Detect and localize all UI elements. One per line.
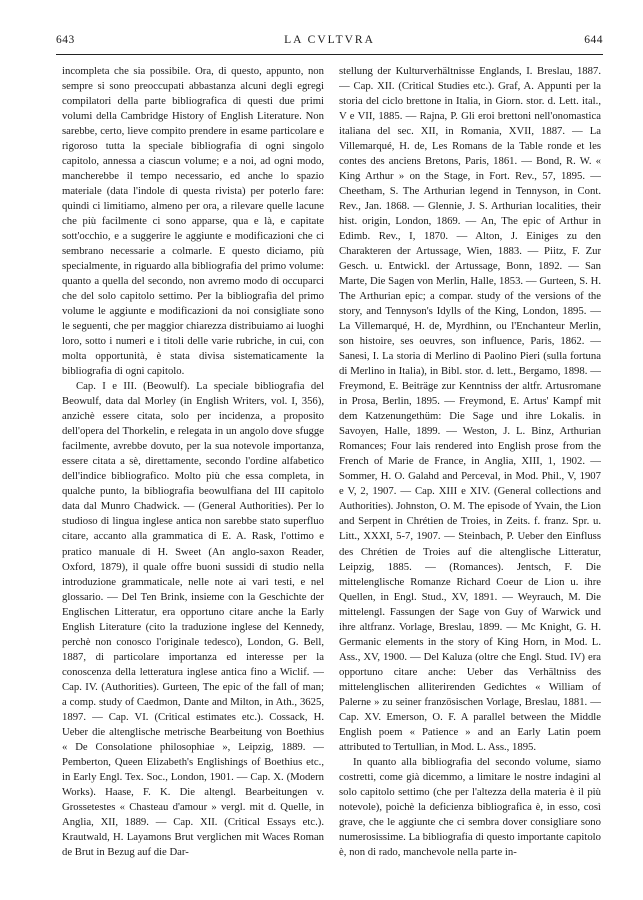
right-paragraph-2: In quanto alla bibliografia del secondo volume, siamo costretti, come già dicemmo, a limitare le nostre indagini al solo capitolo settimo (che per l'altezza della materia è il più notevole), poichè la deficienza bibliografica è, in esso, così grave, che le aggiunte che ci sembra dover consigliare sono numerosissime. La bibliografia di questo importante capitolo è, non di rado, manchevole nella parte in- (339, 755, 601, 858)
header-rule (56, 54, 603, 55)
running-header (56, 34, 603, 50)
page-number-right: 644 (584, 34, 603, 46)
right-paragraph-1: stellung der Kulturverhältnisse Englands, I. Breslau, 1887. — Cap. XII. (Critical Studies etc.). Graf, A. Appunti per la storia del ciclo brettone in Italia, in Giorn. stor. d. Lett. ital., V e VII, 1885. — Rajna, P. Gli eroi brettoni nell'onomastica italiana del sec. XII, in Romania, XVII, 1887. — La Villemarqué, H. de, Les Romans de la Table ronde et les contes des anciens Bretons, Paris, 1861. — Bond, R. W. « King Arthur » on the Stage, in Fort. Rev., 57, 1895. — Cheetham, S. The Arthurian legend in Tennyson, in Cont. Rev., Jan. 1868. — Glennie, J. S. Arthurian localities, their hist. origin, London, 1869. — An, The epic of Arthur in Edimb. Rev., I, 1870. — Alton, J. Einiges zu den Charakteren der Artussage, Wien, 1883. — Piitz, F. Zur Gesch. u. Entwickl. der Artussage, Bonn, 1892. — San Marte, Die Sagen von Merlin, Halle, 1853. — Gurteen, S. H. The Arthurian epic; a compar. study of the versions of the story, and Tennyson's Idylls of the King, London, 1895. — La Villemarqué, H. de, Myrdhinn, ou l'Enchanteur Merlin, son histoire, ses oeuvres, son influence, Paris, 1862. — Sanesi, I. La storia di Merlino di Paolino Pieri (sulla fortuna di Merlino in Italia), in Bibl. stor. d. lett., Bergamo, 1898. — Freymond, E. Beiträge zur Kenntniss der altfr. Artusromane in Prosa, Berlin, 1895. — Freymond, E. Artus' Kampf mit dem Katzenungethüm: Die Sage und ihre Lokalis. in Savoyen, Halle, 1899. — Weston, J. L. Binz, Arthurian Romances; Four lais rendered into English prose from the French of Marie de France, in Anglia, XIII, 1, 1902. — Sommer, H. O. Galahd and Perceval, in Mod. Phil., V, 1907 e V, 2, 1907. — Cap. XIII e XIV. (General collections and Authorities). Johnston, O. M. The episode of Yvain, the Lion and Serpent in Chrétien de Troies, in Zeits. f. franz. Spr. u. Litt., XXXI, 5-7, 1907. — Steinbach, P. Ueber den Einfluss des Chrétien de Troies auf die altenglische Litteratur, Leipzig, 1885. — (Romances). Jentsch, F. Die mittelenglische Romanze Richard Coeur de Lion u. ihre Quellen, in Engl. Stud., XV, 1891. — Weyrauch, M. Die mittelengl. Fassungen der Sage von Guy of Warwick und ihre altfranz. Vorlage, Breslau, 1899. — Mc Knight, G. H. Germanic elements in the story of King Horn, in Mod. L. Ass., XV, 1900. — Del Kaluza (oltre che Engl. Stud. IV) era opportuno citare anche: Ueber das Verhältniss des mittelenglischen alliterirenden Gedichtes « William of Palerne » zu seiner französischen Vorlage, Breslau, 1881. — Cap. XV. Emerson, O. F. A parallel between the Middle English poem « Patience » and an Early Latin poem attributed to Tertullian, in Mod. L. Ass., 1895. (339, 65, 601, 753)
left-paragraph-2: Cap. I e III. (Beowulf). La speciale bibliografia del Beowulf, data dal Morley (in English Writers, vol. I, 356), anzichè essere citata, solo per incidenza, a proposito dell'opera del Thorkelin, e relegata in un angolo dove sfugge facilmente, avrebbe dovuto, per la sua notevole importanza, essere citata a sè, direttamente, secondo l'ordine alfabetico dell'indice bibliografico. Molto più che essa completa, in qualche punto, la bibliografia beowulfiana del III capitolo data dal Munro Chadwick. — (General Authorities). Per lo studioso di lingua inglese antica non sarebbe stato superfluo citare, accanto alla grammatica di E. A. Rask, l'ottimo e pratico manuale di H. Sweet (An anglo-saxon Reader, Oxford, 1879), il quale offre buoni sussidi di studio nella introduzione grammaticale, nelle note ai vari testi, e nel glossario. — Del Ten Brink, insieme con la Geschichte der Englischen Litteratur, era opportuno citare anche la Early English Literature (cito la traduzione inglese del Kennedy, perchè non conosco l'originale tedesco), London, G. Bell, 1887, di particolare importanza ed interesse per la conoscenza della letteratura inglese antica fino a Wiclif. — Cap. IV. (Authorities). Gurteen, The epic of the fall of man; a comp. study of Caedmon, Dante and Milton, in Ath., 3625, 1897. — Cap. VI. (Critical estimates etc.). Cossack, H. Ueber die altenglische metrische Bearbeitung von Boethius « De Consolatione philosophiae », Leipzig, 1889. — Pemberton, Queen Elizabeth's Englishings of Boethius etc., in Early Engl. Tex. Soc., London, 1901. — Cap. X. (Modern Works). Haase, F. K. Die altengl. Bearbeitungen v. Grossetestes « Chasteau d'amour » vergl. mit d. Quelle, in Anglia, XII, 1889. — Cap. XII. (Critical Essays etc.). Krautwald, H. Layamons Brut verglichen mit Waces Roman de Brut in Bezug auf die Dar- (62, 380, 324, 858)
journal-title: LA CVLTVRA (284, 34, 375, 46)
right-column (339, 64, 601, 864)
left-paragraph-1: incompleta che sia possibile. Ora, di questo, appunto, non sempre si sono preoccupati abbastanza alcuni degli egregi compilatori della parte bibliografica di questi due primi volumi della Cambridge History of English Literature. Non sarebbe, certo, lieve compito prendere in esame particolare e rigoroso tutta la speciale bibliografia di ogni singolo capitolo, annessa a ciascun volume; e a noi, ad ogni modo, mancherebbe il tempo necessario, ed anche lo spazio materiale (data l'indole di questa rivista) per poterlo fare: quindi ci limitiamo, almeno per ora, a rilevare quelle lacune che più facilmente ci sono apparse, qua e là, e capitate sott'occhio, e a suggerire le aggiunte e modificazioni che ci sembrano necessarie a colmarle. E questo diciamo, più specialmente, in riguardo alla bibliografia del primo volume: quanto a quella del secondo, non avremo modo di occuparci che del solo capitolo settimo. Per la bibliografia del primo volume le aggiunte e modificazioni da noi consigliate sono le seguenti, che per maggior chiarezza distribuiamo ai luoghi loro, sotto i numeri e i titoli delle varie rubriche, in cui, con molta opportunità, è stata divisa sistematicamente la bibliografia di ogni capitolo. (62, 65, 324, 378)
page-number-left: 643 (56, 34, 75, 46)
left-column (62, 64, 324, 864)
